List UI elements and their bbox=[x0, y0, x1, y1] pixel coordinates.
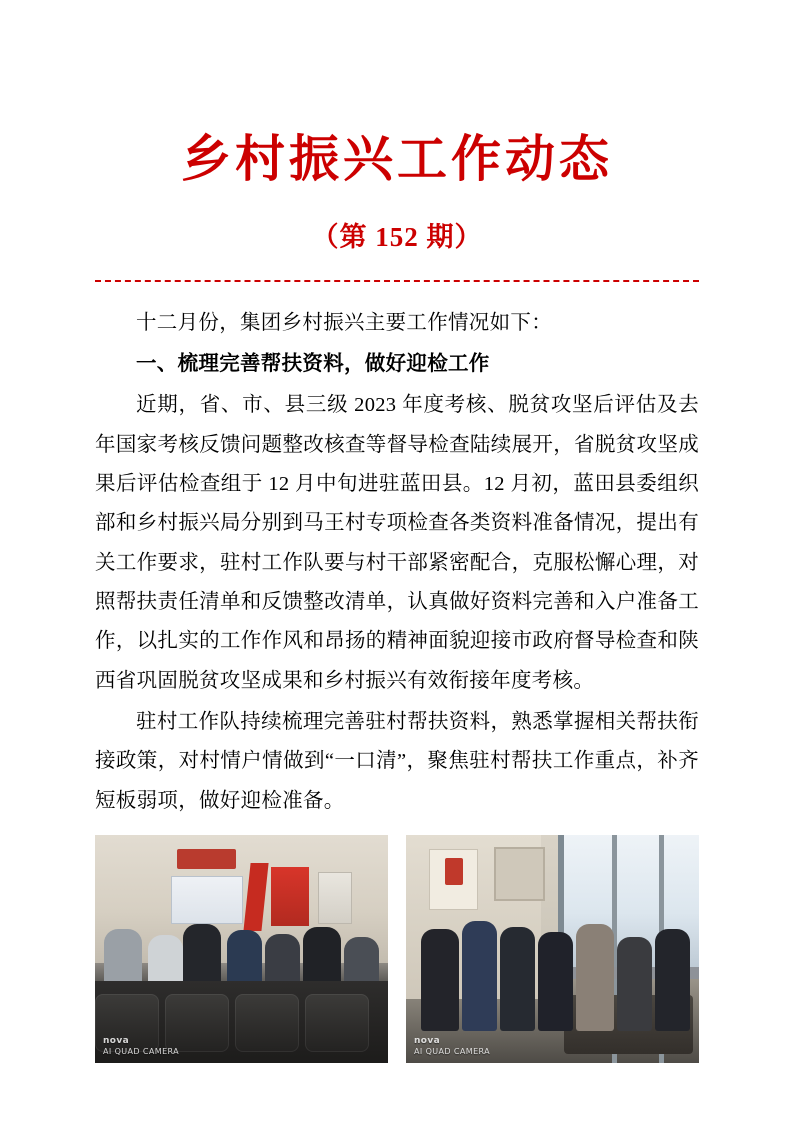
divider-rule bbox=[95, 280, 699, 282]
wall-lattice bbox=[494, 847, 545, 901]
watermark-line: AI QUAD CAMERA bbox=[103, 1047, 180, 1057]
people-group-right bbox=[406, 904, 699, 1032]
person bbox=[655, 929, 690, 1031]
figure-row bbox=[95, 835, 699, 1063]
scroll-seal bbox=[445, 858, 464, 885]
wall-banner bbox=[177, 849, 236, 870]
person bbox=[576, 924, 614, 1031]
photo-watermark-left bbox=[103, 1036, 179, 1057]
document-body bbox=[95, 304, 699, 822]
watermark-line: AI QUAD CAMERA bbox=[414, 1047, 491, 1057]
person bbox=[538, 932, 573, 1032]
photo-right bbox=[406, 835, 699, 1063]
chair bbox=[235, 994, 299, 1051]
paragraph-body-2: 驻村工作队持续梳理完善驻村帮扶资料，熟悉掌握相关帮扶衔接政策，对村情户情做到“一口清”，聚焦驻村帮扶工作重点，补齐短板弱项，做好迎检准备。 bbox=[95, 711, 699, 812]
page-title: 乡村振兴工作动态 bbox=[181, 131, 613, 187]
masthead bbox=[95, 0, 699, 282]
person bbox=[500, 927, 535, 1032]
issue-number: （第 152 期） bbox=[311, 221, 483, 252]
photo-watermark-right bbox=[414, 1036, 490, 1057]
wall-scroll bbox=[429, 849, 478, 910]
chair bbox=[305, 994, 369, 1051]
paragraph-section-heading-1: 一、梳理完善帮扶资料，做好迎检工作 bbox=[136, 352, 490, 375]
photo-left bbox=[95, 835, 388, 1063]
paragraph-body-1: 近期，省、市、县三级 2023 年度考核、脱贫攻坚后评估及去年国家考核反馈问题整改核查等督导检查陆续展开，省脱贫攻坚成果后评估检查组于 12 月中旬进驻蓝田县。12 月初，蓝田县委组织部和乡村振兴局分别到马王村专项检查各类资料准备情况，提出有关工作要求，驻村工作队要与村干部紧密配合，克服松懈心理，对照帮扶责任清单和反馈整改清单，认真做好资料完善和入户准备工作，以扎实的工作作风和昂扬的精神面貌迎接市政府督导检查和陕西省巩固脱贫攻坚成果和乡村振兴有效衔接年度考核。 bbox=[95, 394, 699, 692]
person bbox=[421, 929, 459, 1031]
wall-poster-white bbox=[318, 872, 352, 924]
person bbox=[617, 937, 652, 1031]
paragraph-intro: 十二月份，集团乡村振兴主要工作情况如下： bbox=[136, 311, 552, 334]
watermark-brand: nova bbox=[103, 1035, 130, 1046]
person bbox=[462, 921, 497, 1031]
watermark-brand: nova bbox=[414, 1035, 441, 1046]
